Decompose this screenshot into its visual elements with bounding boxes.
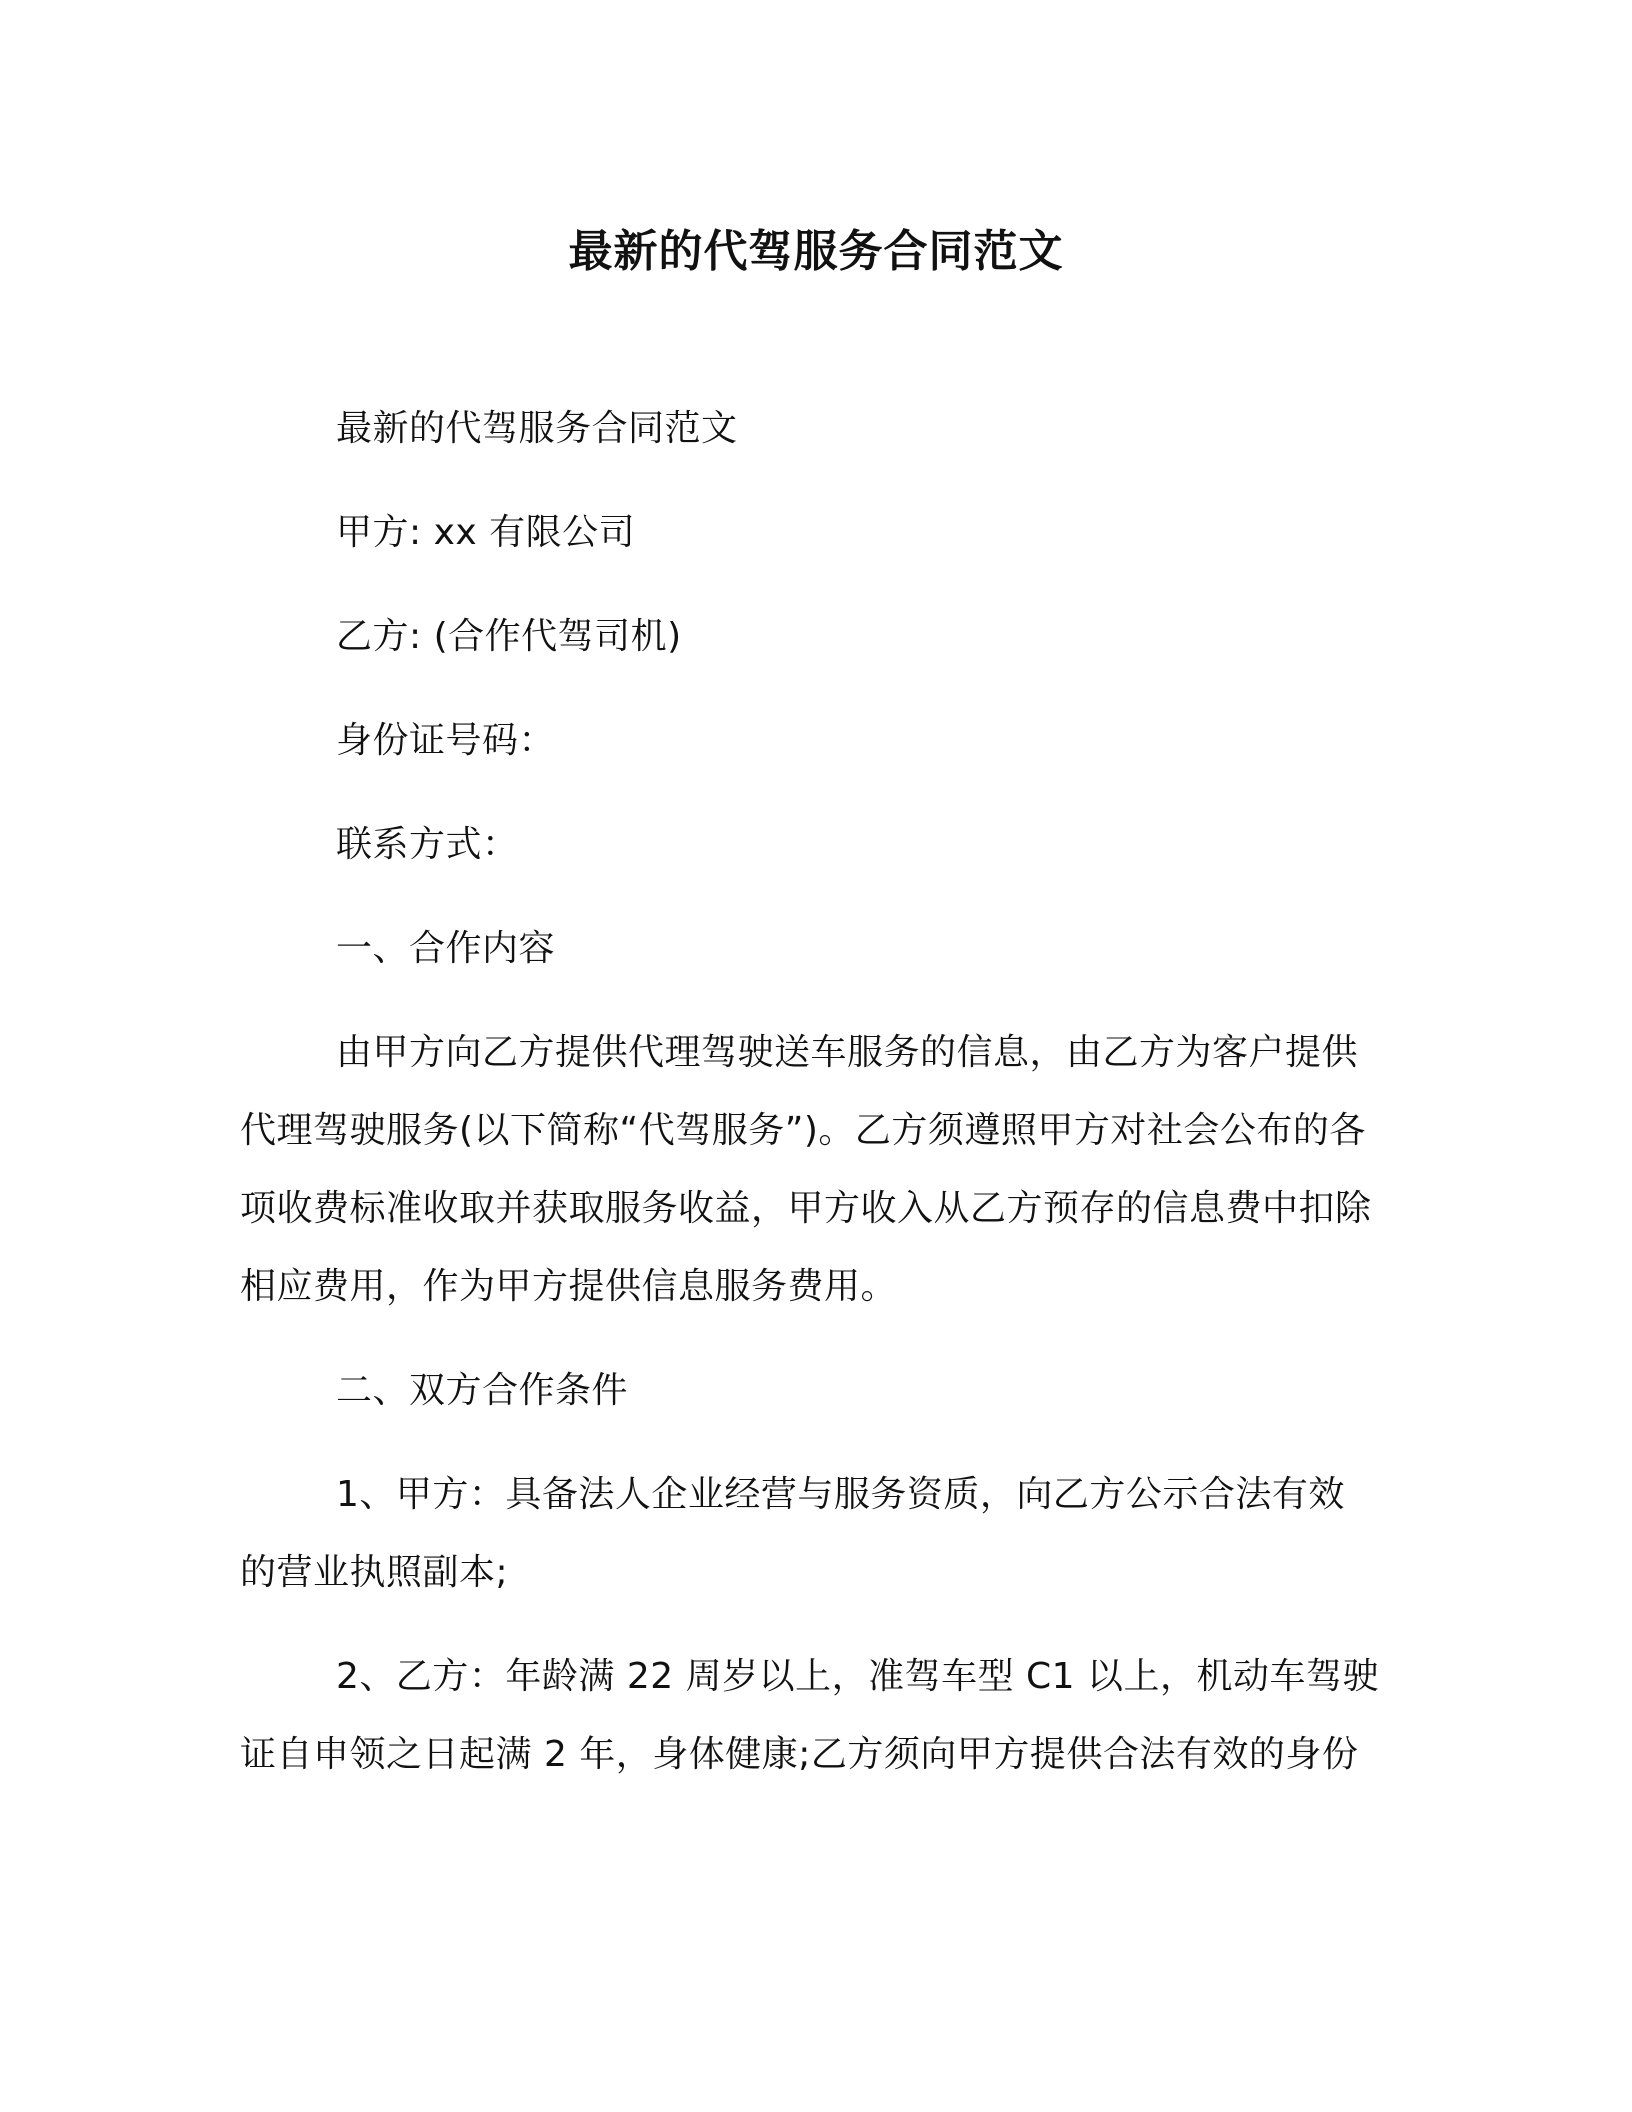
cooperation-content-paragraph: 由甲方向乙方提供代理驾驶送车服务的信息，由乙方为客户提供代理驾驶服务(以下简称“代驾服务”)。乙方须遵照甲方对社会公布的各项收费标准收取并获取服务收益，甲方收入从乙方预存的信息费中扣除相应费用，作为甲方提供信息服务费用。 [240,1032,1372,1307]
condition-party-a: 1、甲方：具备法人企业经营与服务资质，向乙方公示合法有效的营业执照副本; [240,1474,1345,1593]
contact-line: 联系方式： [336,824,519,865]
document-title: 最新的代驾服务合同范文 [568,226,1064,277]
document-body [240,390,1380,1820]
section-heading-conditions: 二、双方合作条件 [336,1370,629,1411]
subtitle-paragraph: 最新的代驾服务合同范文 [336,408,738,449]
condition-party-b: 2、乙方：年龄满 22 周岁以上，准驾车型 C1 以上，机动车驾驶证自申领之日起满 2 年，身体健康;乙方须向甲方提供合法有效的身份 [240,1656,1380,1775]
id-number-line: 身份证号码： [336,720,556,761]
section-heading-cooperation-content: 一、合作内容 [336,928,556,969]
party-a-line: 甲方: xx 有限公司 [336,512,636,553]
party-b-line: 乙方: (合作代驾司机) [336,616,682,657]
